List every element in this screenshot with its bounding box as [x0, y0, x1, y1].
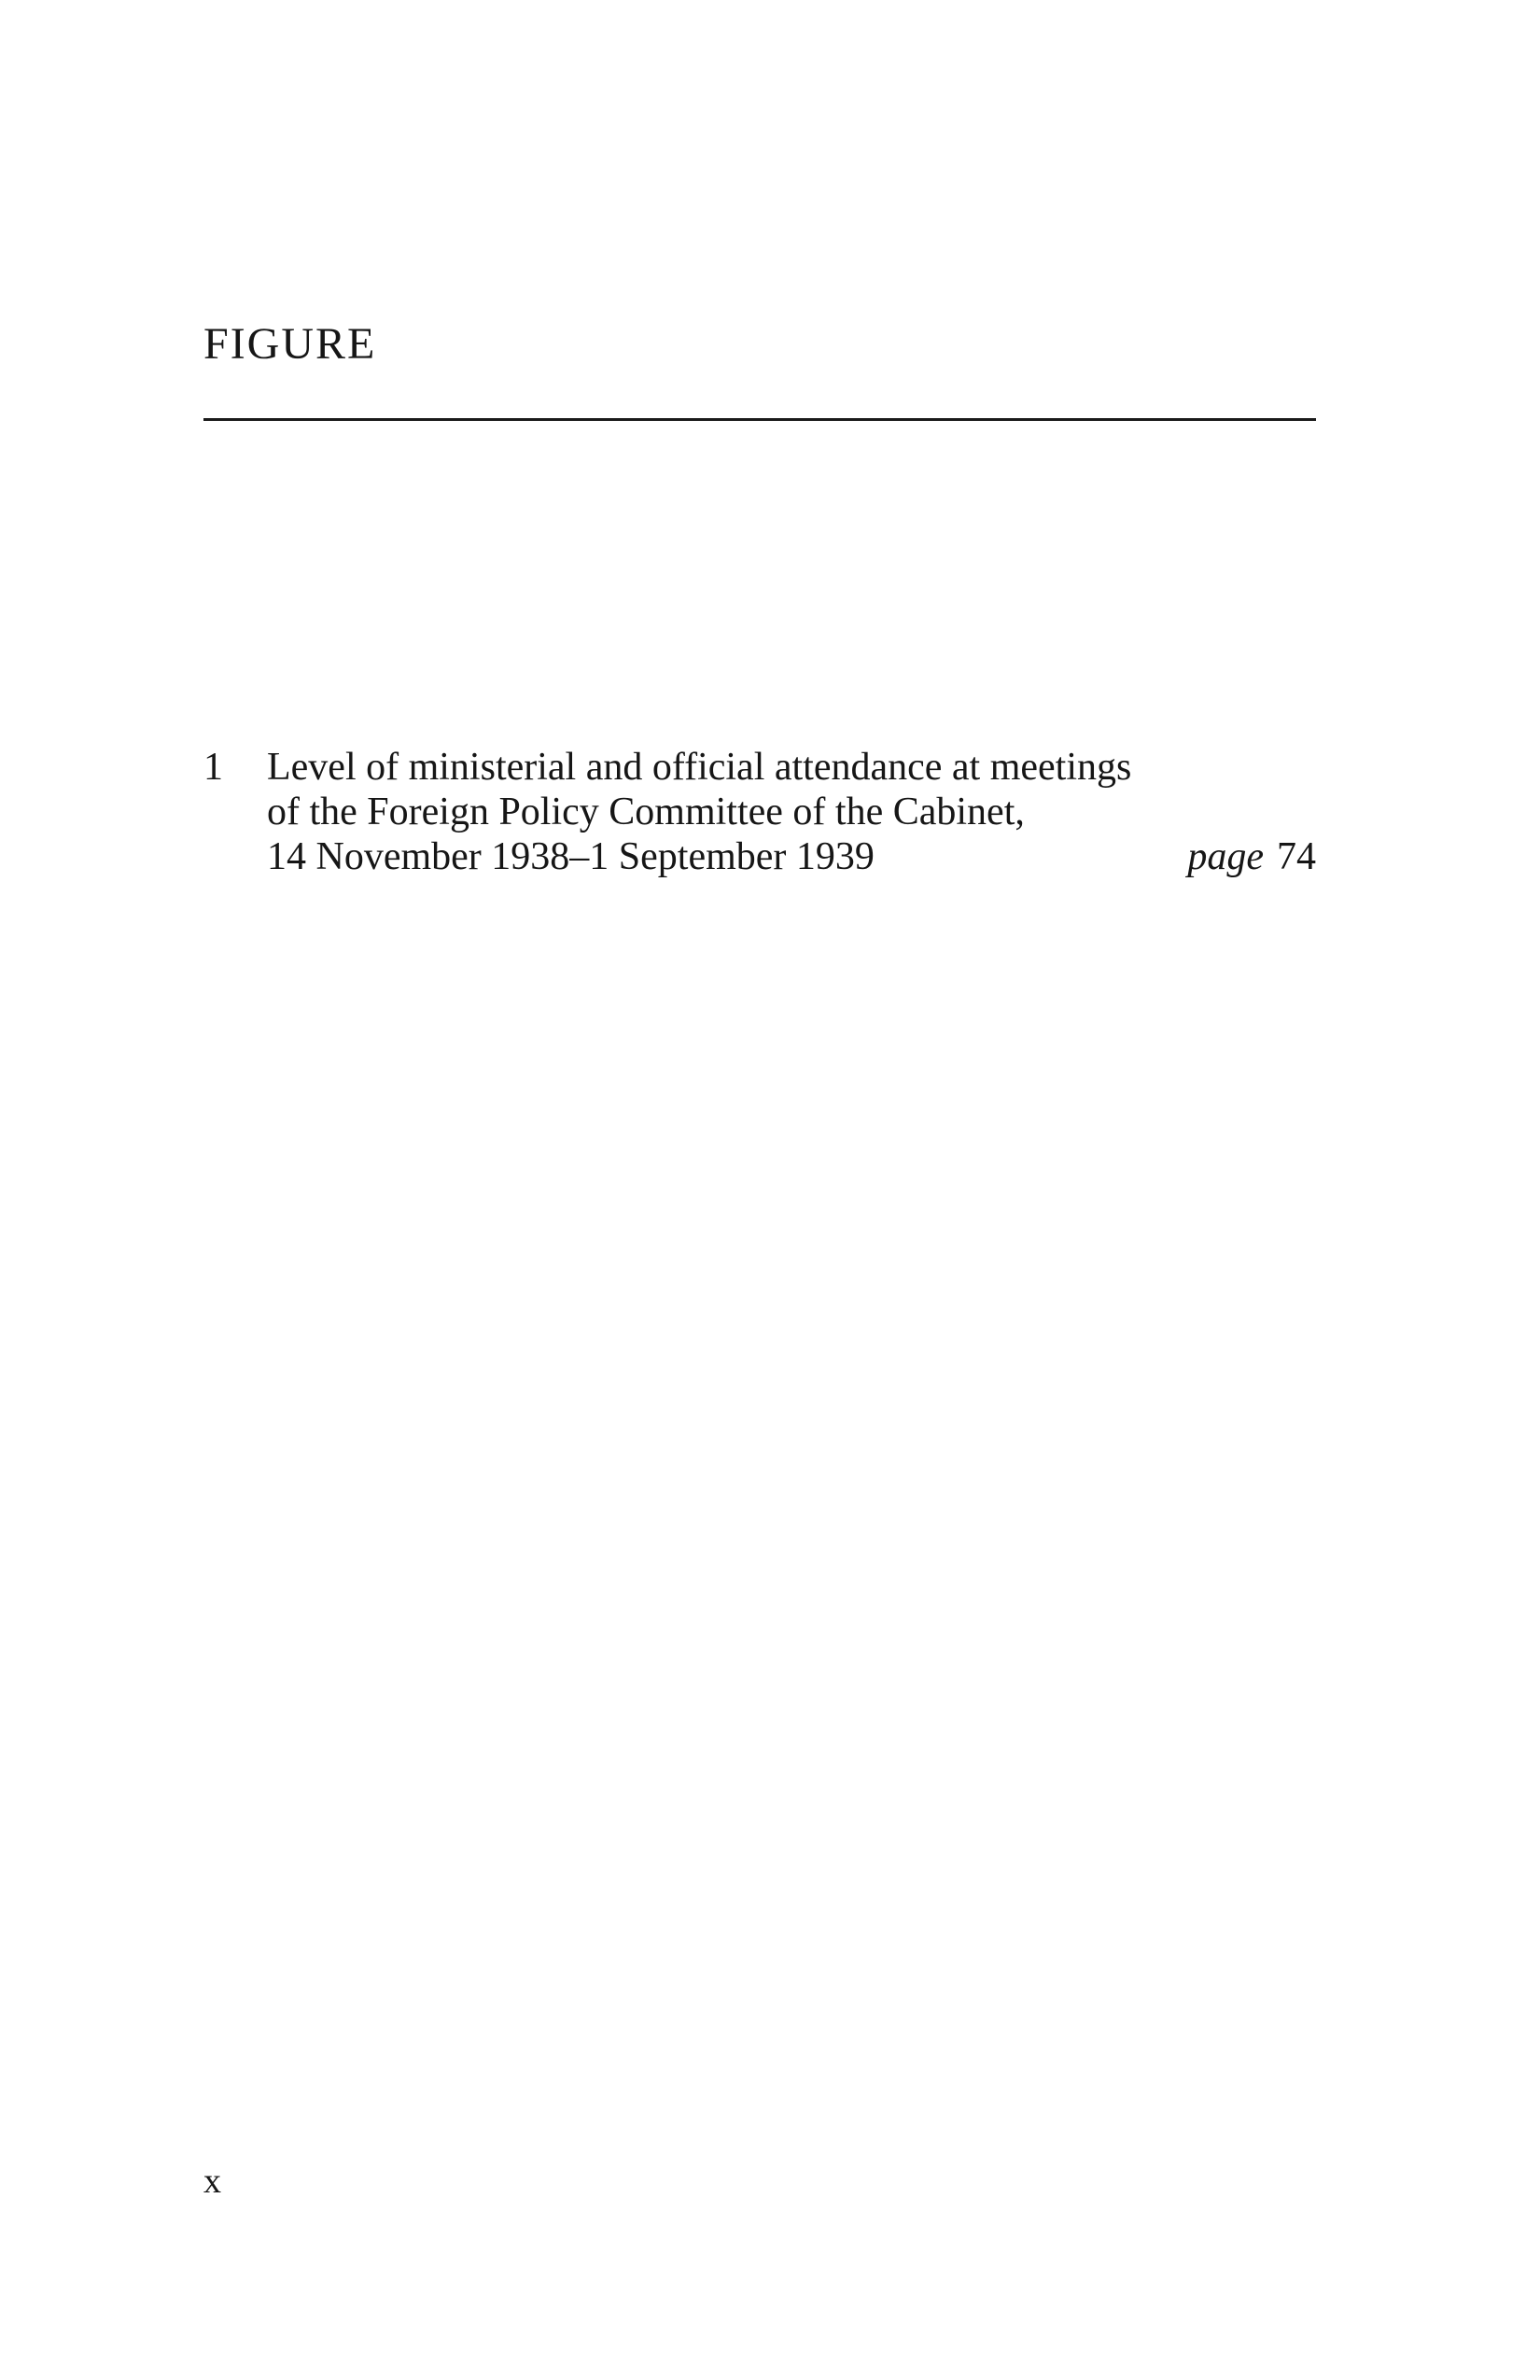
figure-caption	[267, 745, 1316, 879]
figure-caption-line: of the Foreign Policy Committee of the Cabinet,	[267, 791, 1025, 833]
figure-number: 1	[203, 746, 223, 789]
figure-caption-line: 14 November 1938–1 September 1939	[267, 835, 875, 878]
heading-rule	[203, 418, 1316, 421]
page-number: 74	[1277, 835, 1316, 878]
page-label: page	[1187, 835, 1264, 878]
figure-caption-line: Level of ministerial and official attendance at meetings	[267, 746, 1132, 789]
page-heading: FIGURE	[203, 319, 377, 369]
figure-page-reference	[1187, 834, 1316, 879]
page-folio: x	[203, 2162, 221, 2201]
